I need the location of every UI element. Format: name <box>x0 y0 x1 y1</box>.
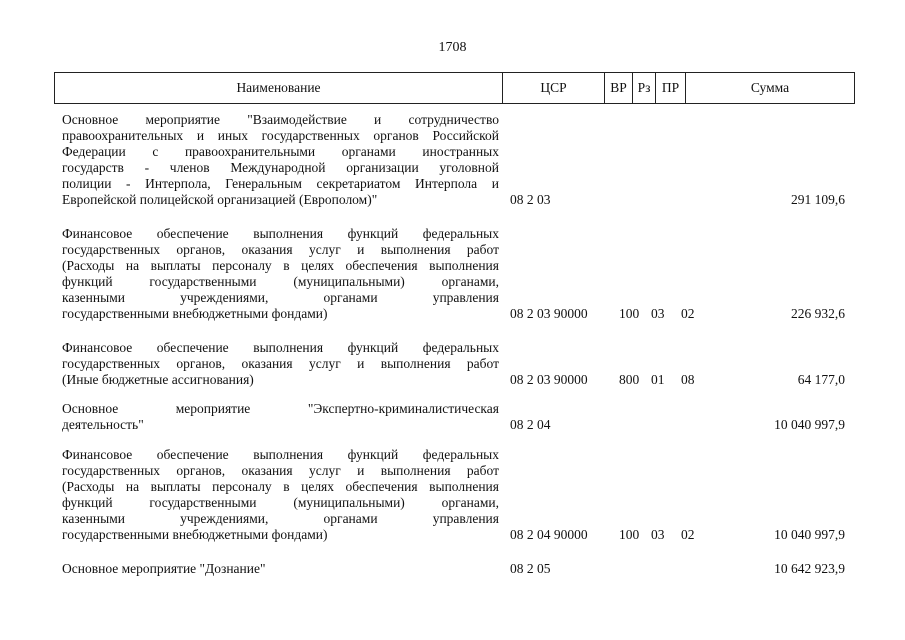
row-name-line: правоохранительных и иных государственных органов Российской <box>62 128 499 143</box>
row-sum: 10 040 997,9 <box>774 417 845 432</box>
row-rz: 03 <box>651 306 665 321</box>
row-name <box>62 561 499 577</box>
row-csr: 08 2 03 90000 <box>510 306 588 321</box>
row-name-line: Финансовое обеспечение выполнения функций федеральных <box>62 447 499 462</box>
row-vr: 100 <box>619 306 640 321</box>
row-csr: 08 2 03 <box>510 192 551 207</box>
row-name-line: функций государственными (муниципальными) органами, <box>62 495 499 510</box>
row-pr: 08 <box>681 372 695 387</box>
row-name <box>62 340 499 388</box>
row-vr: 800 <box>619 372 640 387</box>
row-name-line: Финансовое обеспечение выполнения функций федеральных <box>62 340 499 355</box>
column-header-rz: Рз <box>633 73 656 103</box>
column-header-pr: ПР <box>656 73 686 103</box>
column-header-csr: ЦСР <box>503 73 605 103</box>
row-pr: 02 <box>681 306 695 321</box>
row-name-line: казенными учреждениями, органами управления <box>62 511 499 526</box>
row-name-line: функций государственными (муниципальными) органами, <box>62 274 499 289</box>
row-name-line: государственными внебюджетными фондами) <box>62 527 328 542</box>
table-header <box>54 72 855 104</box>
row-pr: 02 <box>681 527 695 542</box>
row-vr: 100 <box>619 527 640 542</box>
row-name-line: полиции - Интерпола, Генеральным секретариатом Интерпола и <box>62 176 499 191</box>
row-name-line: (Иные бюджетные ассигнования) <box>62 372 254 387</box>
row-name <box>62 401 499 433</box>
column-header-sum: Сумма <box>750 80 790 95</box>
row-sum: 10 040 997,9 <box>774 527 845 542</box>
row-name <box>62 226 499 322</box>
row-name-line: Финансовое обеспечение выполнения функций федеральных <box>62 226 499 241</box>
row-csr: 08 2 05 <box>510 561 551 576</box>
row-sum: 226 932,6 <box>791 306 845 321</box>
row-name-line: государственных органов, оказания услуг и выполнения работ <box>62 242 499 257</box>
row-name-line: государственных органов, оказания услуг и выполнения работ <box>62 356 499 371</box>
row-name-line: Европейской полицейской организацией (Европолом)" <box>62 192 378 207</box>
row-name <box>62 447 499 543</box>
page-number: 1708 <box>438 40 467 55</box>
column-header-name: Наименование <box>55 73 503 103</box>
row-name-line: государственных органов, оказания услуг и выполнения работ <box>62 463 499 478</box>
row-name <box>62 112 499 208</box>
row-rz: 01 <box>651 372 665 387</box>
row-csr: 08 2 04 <box>510 417 551 432</box>
row-sum: 10 642 923,9 <box>774 561 845 576</box>
row-name-line: деятельность" <box>62 417 144 432</box>
column-header-vr: ВР <box>605 73 633 103</box>
row-name-line: (Расходы на выплаты персоналу в целях обеспечения выполнения <box>62 479 499 494</box>
row-name-line: государственными внебюджетными фондами) <box>62 306 328 321</box>
row-name-line: казенными учреждениями, органами управления <box>62 290 499 305</box>
row-name-line: государств - членов Международной организации уголовной <box>62 160 499 175</box>
row-name-line: (Расходы на выплаты персоналу в целях обеспечения выполнения <box>62 258 499 273</box>
row-rz: 03 <box>651 527 665 542</box>
row-name-line: Федерации с правоохранительными органами иностранных <box>62 144 499 159</box>
row-sum: 64 177,0 <box>797 372 845 387</box>
row-name-line: Основное мероприятие "Дознание" <box>62 561 266 576</box>
row-csr: 08 2 04 90000 <box>510 527 588 542</box>
row-name-line: Основное мероприятие "Взаимодействие и сотрудничество <box>62 112 499 127</box>
row-name-line: Основное мероприятие "Экспертно-криминалистическая <box>62 401 499 416</box>
row-csr: 08 2 03 90000 <box>510 372 588 387</box>
row-sum: 291 109,6 <box>791 192 845 207</box>
